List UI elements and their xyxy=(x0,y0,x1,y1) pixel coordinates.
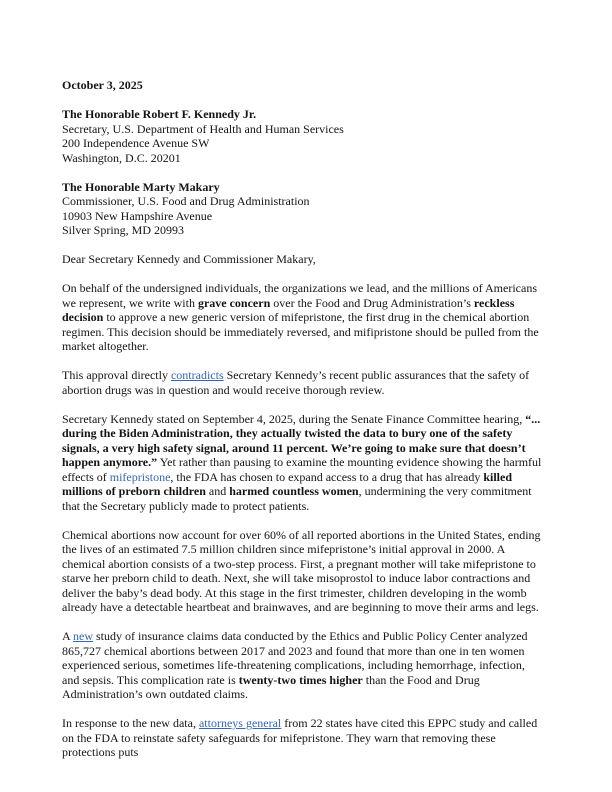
bold-run: reckless decision xyxy=(62,295,515,324)
recipient-address-line: 10903 New Hampshire Avenue xyxy=(62,208,213,223)
text-run: Yet rather than pausing to examine the mounting evidence showing the harmful effects of xyxy=(62,455,542,484)
text-run: A xyxy=(62,629,74,643)
body-paragraph xyxy=(62,412,544,514)
contradicts-link[interactable]: contradicts xyxy=(170,368,224,382)
body-paragraph xyxy=(62,281,544,354)
text-run: Chemical abortions now account for over 60% of all reported abortions in the United States, ending the lives of an estimated 7.5 million children since mifepristone’s initial approval in 2000. A chemical abortion consists of a two-step process. First, a pregnant mother will take mifepristone to starve her preborn child to death. Next, she will take misoprostol to induce labor contractions and deliver the baby’s dead body. At this stage in the first trimester, children developing in the womb already have a detectable heartbeat and brainwaves, and are beginning to move their arms and legs. xyxy=(62,527,541,614)
recipient-address-line: Secretary, U.S. Department of Health and Human Services xyxy=(62,121,344,136)
recipient-address-line: Washington, D.C. 20201 xyxy=(62,150,181,165)
mifepristone-link[interactable]: mifepristone xyxy=(109,469,171,484)
text-run: , the FDA has chosen to expand access to a drug that has already xyxy=(170,469,484,484)
body-paragraph xyxy=(62,716,544,760)
body-paragraph xyxy=(62,528,544,615)
recipient-block xyxy=(62,107,544,165)
bold-run: killed millions of preborn children xyxy=(62,469,513,498)
bold-run: “... during the Biden Administration, they actually twisted the data to bury one of the safety signals, a very high safety signal, around 11 percent. We’re going to make sure that doesn’t happen anymore.” xyxy=(62,411,541,469)
text-run: Secretary Kennedy stated on September 4, 2025, during the Senate Finance Committee hearing, xyxy=(62,411,526,426)
text-run: This approval directly xyxy=(62,368,171,382)
body-paragraph xyxy=(62,368,544,397)
recipient-block xyxy=(62,180,544,238)
recipient-name: The Honorable Marty Makary xyxy=(62,179,220,194)
body-paragraph xyxy=(62,629,544,702)
text-run: than the Food and Drug Administration’s own outdated claims. xyxy=(62,672,480,701)
text-run: In response to the new data, xyxy=(62,716,199,730)
recipient-address-line: Commissioner, U.S. Food and Drug Administration xyxy=(62,194,310,208)
text-run: , undermining the very commitment that the Secretary publicly made to protect patients. xyxy=(62,484,532,513)
text-run: over the Food and Drug Administration’s xyxy=(270,295,474,310)
recipient-name: The Honorable Robert F. Kennedy Jr. xyxy=(62,107,257,121)
salutation: Dear Secretary Kennedy and Commissioner Makary, xyxy=(62,252,316,266)
text-run: to approve a new generic version of mifepristone, the first drug in the chemical abortion regimen. This decision should be immediately reversed, and mifipristone should be pulled from the market altogether. xyxy=(62,310,539,353)
recipients-container xyxy=(62,107,544,238)
date-line: October 3, 2025 xyxy=(62,78,143,92)
bold-run: grave concern xyxy=(197,295,271,310)
text-run: study of insurance claims data conducted by the Ethics and Public Policy Center analyzed 865,727 chemical abortions between 2017 and 2023 and found that more than one in ten women experienced serious, sometimes life-threatening complications, including hemorrhage, infection, and sepsis. This complication rate is xyxy=(62,629,528,687)
recipient-address-line: 200 Independence Avenue SW xyxy=(62,136,210,150)
recipient-address-line: Silver Spring, MD 20993 xyxy=(62,223,185,237)
paragraphs-container xyxy=(62,281,544,760)
bold-run: twenty-two times higher xyxy=(238,672,363,687)
text-run: and xyxy=(205,484,230,498)
text-run: from 22 states have cited this EPPC study and called on the FDA to reinstate safety safeguards for mifepristone. They warn that removing these protections puts xyxy=(62,716,538,759)
new-study-link[interactable]: new xyxy=(73,629,94,643)
bold-run: harmed countless women xyxy=(229,484,359,498)
text-run: Secretary Kennedy’s recent public assurances that the safety of abortion drugs was in question and would receive thorough review. xyxy=(62,368,530,397)
text-run: On behalf of the undersigned individuals, the organizations we lead, and the millions of Americans we represent, we write with xyxy=(62,281,537,310)
attorneys-general-link[interactable]: attorneys general xyxy=(198,716,282,730)
letter-body xyxy=(62,78,544,774)
